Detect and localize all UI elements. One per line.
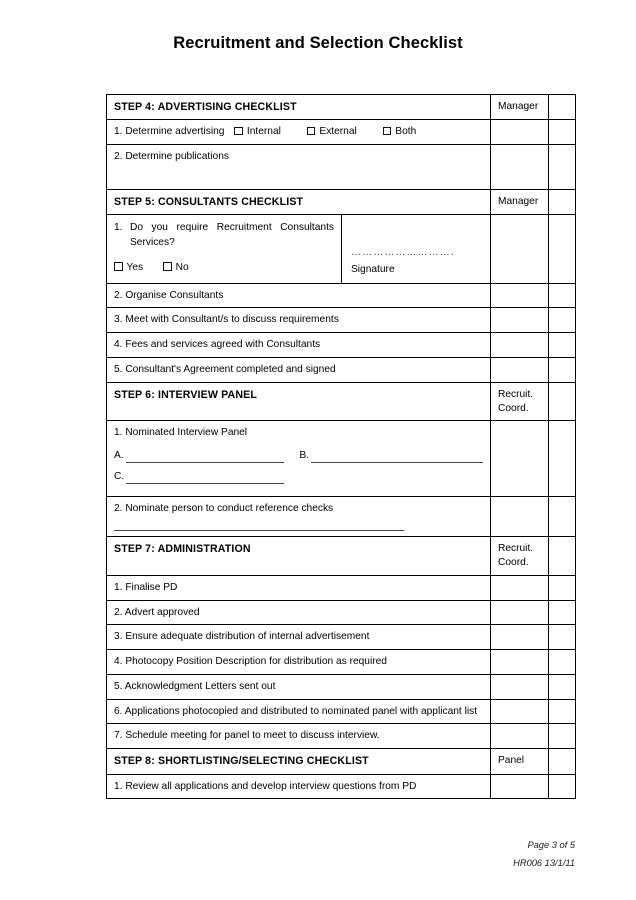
role-label <box>491 382 549 421</box>
step-heading: STEP 7: ADMINISTRATION <box>107 537 491 576</box>
table-row <box>107 283 576 308</box>
panel-cell <box>107 421 491 496</box>
tick-cell[interactable] <box>549 650 576 675</box>
checkbox-icon[interactable] <box>234 127 243 136</box>
role-cell <box>491 145 549 190</box>
fill-in-line[interactable] <box>311 451 483 463</box>
role-line-2: Coord. <box>498 557 529 569</box>
signature-block[interactable] <box>342 215 490 282</box>
item-label: 4. Fees and services agreed with Consultants <box>107 333 491 358</box>
checkbox-option-external[interactable] <box>307 126 357 137</box>
tick-cell[interactable] <box>549 724 576 749</box>
tick-cell[interactable] <box>549 575 576 600</box>
role-label: Manager <box>491 95 549 120</box>
role-cell <box>491 625 549 650</box>
tick-cell[interactable] <box>549 625 576 650</box>
checkbox-option-yes[interactable] <box>114 262 143 273</box>
role-line-1: Recruit. <box>498 388 534 400</box>
item-label: 3. Meet with Consultant/s to discuss requirements <box>107 308 491 333</box>
fill-in-line[interactable] <box>126 451 284 463</box>
item-label: 1. Determine advertising <box>114 126 225 138</box>
checkbox-option-internal[interactable] <box>234 126 280 137</box>
role-cell <box>491 357 549 382</box>
item-label: 7. Schedule meeting for panel to meet to discuss interview. <box>107 724 491 749</box>
item-cell <box>107 120 491 145</box>
tick-cell[interactable] <box>549 421 576 496</box>
item-label: 2. Determine publications <box>107 145 491 190</box>
table-row-nominated-panel <box>107 421 576 496</box>
panel-entry-a[interactable] <box>114 449 284 463</box>
tick-cell[interactable] <box>549 333 576 358</box>
panel-entry-label: A. <box>114 450 124 462</box>
checkbox-label: Both <box>395 126 417 138</box>
table-row-step4-heading <box>107 95 576 120</box>
role-cell <box>491 724 549 749</box>
role-label <box>491 537 549 576</box>
role-line-2: Coord. <box>498 402 529 414</box>
table-row <box>107 308 576 333</box>
table-row <box>107 674 576 699</box>
item-label: 6. Applications photocopied and distributed to nominated panel with applicant list <box>107 699 491 724</box>
page-number: Page 3 of 5 <box>527 840 575 850</box>
step-heading: STEP 8: SHORTLISTING/SELECTING CHECKLIST <box>107 749 491 774</box>
role-cell <box>491 283 549 308</box>
table-row-step8-heading <box>107 749 576 774</box>
tick-cell[interactable] <box>549 215 576 283</box>
recruitment-checklist-table <box>106 94 576 799</box>
role-cell <box>491 650 549 675</box>
signature-label: Signature <box>351 263 395 275</box>
role-cell <box>491 774 549 799</box>
table-row-step6-heading <box>107 382 576 421</box>
tick-cell[interactable] <box>549 699 576 724</box>
tick-cell[interactable] <box>549 600 576 625</box>
tick-cell[interactable] <box>549 674 576 699</box>
tick-cell[interactable] <box>549 496 576 537</box>
table-row <box>107 575 576 600</box>
tick-cell[interactable] <box>549 382 576 421</box>
tick-cell[interactable] <box>549 283 576 308</box>
role-cell <box>491 120 549 145</box>
table-row-reference-checks <box>107 496 576 537</box>
panel-entry-b[interactable] <box>299 449 483 463</box>
item-label: Do you require Recruitment Consultants Services? <box>130 222 334 248</box>
checkbox-icon[interactable] <box>163 262 172 271</box>
page-title: Recruitment and Selection Checklist <box>173 34 463 52</box>
role-cell <box>491 496 549 537</box>
tick-cell[interactable] <box>549 308 576 333</box>
question-block <box>107 215 342 282</box>
item-label: 1. Review all applications and develop interview questions from PD <box>107 774 491 799</box>
table-row-step5-heading <box>107 190 576 215</box>
item-label: 4. Photocopy Position Description for distribution as required <box>107 650 491 675</box>
role-cell <box>491 699 549 724</box>
spacer <box>284 449 300 463</box>
tick-cell[interactable] <box>549 145 576 190</box>
tick-cell[interactable] <box>549 95 576 120</box>
tick-cell[interactable] <box>549 190 576 215</box>
item-number: 1. <box>114 222 123 234</box>
signature-dotted-line: ………………………. <box>351 247 455 258</box>
panel-entry-label: C. <box>114 470 125 482</box>
tick-cell[interactable] <box>549 774 576 799</box>
checkbox-label: No <box>175 261 189 273</box>
item-label: 2. Nominate person to conduct reference checks <box>114 502 334 514</box>
table-row <box>107 699 576 724</box>
table-row-consultant-question <box>107 215 576 283</box>
table-row <box>107 650 576 675</box>
role-cell <box>491 600 549 625</box>
item-label: 2. Organise Consultants <box>107 283 491 308</box>
item-label: 2. Advert approved <box>107 600 491 625</box>
fill-in-line[interactable] <box>114 529 404 531</box>
panel-entry-label: B. <box>299 450 309 462</box>
checkbox-option-both[interactable] <box>383 126 416 137</box>
step-heading: STEP 6: INTERVIEW PANEL <box>107 382 491 421</box>
table-row <box>107 145 576 190</box>
checkbox-option-no[interactable] <box>163 262 189 273</box>
document-reference: HR006 13/1/11 <box>513 858 575 869</box>
table-row <box>107 774 576 799</box>
panel-entry-c[interactable] <box>114 470 284 484</box>
role-cell <box>491 308 549 333</box>
reference-cell <box>107 496 491 537</box>
table-row <box>107 357 576 382</box>
checkbox-icon[interactable] <box>114 262 123 271</box>
role-line-1: Recruit. <box>498 543 534 555</box>
table-row-step7-heading <box>107 537 576 576</box>
table-row <box>107 724 576 749</box>
page-footer <box>513 836 575 872</box>
role-label: Manager <box>491 190 549 215</box>
role-cell <box>491 674 549 699</box>
role-cell <box>491 333 549 358</box>
checkbox-label: Internal <box>246 126 281 138</box>
tick-cell[interactable] <box>549 120 576 145</box>
question-signature-cell <box>107 215 491 283</box>
role-cell <box>491 215 549 283</box>
checkbox-label: Yes <box>126 261 144 273</box>
item-label: 3. Ensure adequate distribution of internal advertisement <box>107 625 491 650</box>
checkbox-icon[interactable] <box>383 127 392 136</box>
item-label: 5. Acknowledgment Letters sent out <box>107 674 491 699</box>
role-cell <box>491 421 549 496</box>
table-row <box>107 333 576 358</box>
step-heading: STEP 4: ADVERTISING CHECKLIST <box>107 95 491 120</box>
item-label: 1. Nominated Interview Panel <box>114 427 248 439</box>
role-label: Panel <box>491 749 549 774</box>
tick-cell[interactable] <box>549 357 576 382</box>
tick-cell[interactable] <box>549 537 576 576</box>
fill-in-line[interactable] <box>126 472 284 484</box>
tick-cell[interactable] <box>549 749 576 774</box>
table-row <box>107 625 576 650</box>
checkbox-label: External <box>319 126 357 138</box>
table-row <box>107 600 576 625</box>
checkbox-icon[interactable] <box>307 127 316 136</box>
role-cell <box>491 575 549 600</box>
table-row <box>107 120 576 145</box>
item-label: 1. Finalise PD <box>107 575 491 600</box>
step-heading: STEP 5: CONSULTANTS CHECKLIST <box>107 190 491 215</box>
item-label: 5. Consultant's Agreement completed and signed <box>107 357 491 382</box>
